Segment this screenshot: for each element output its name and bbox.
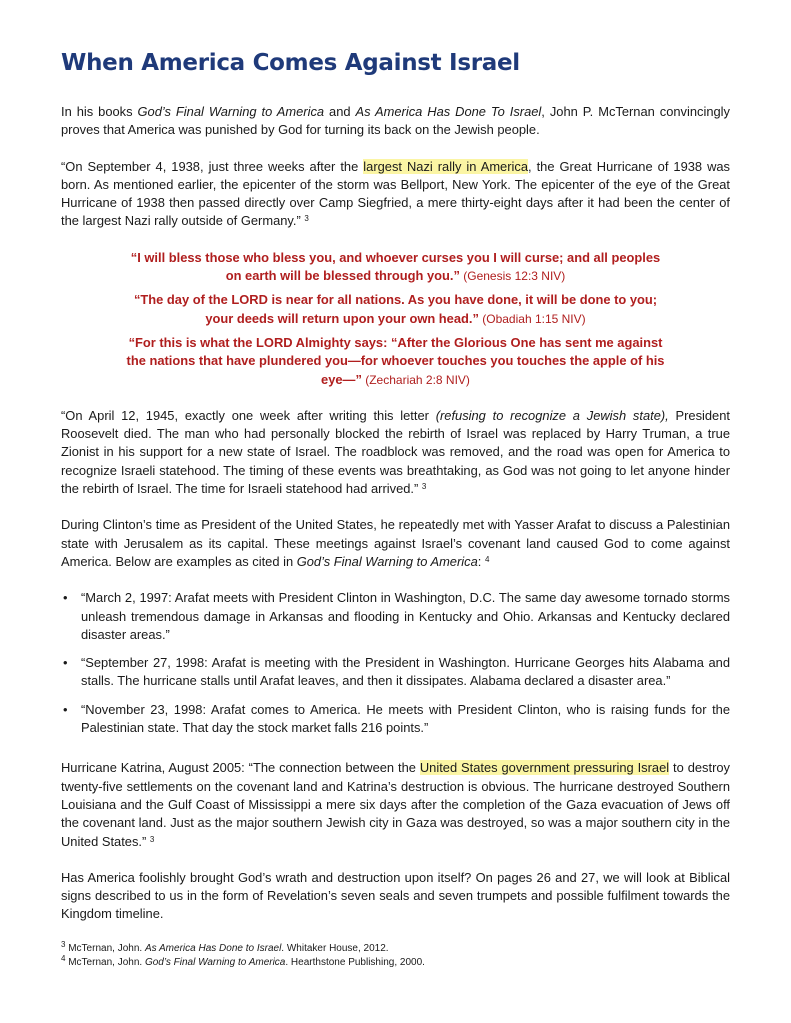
bullet-marker: • xyxy=(63,590,68,606)
scripture-quote: “For this is what the LORD Almighty says: “After the Glorious One has sent me against the nations that have plundered you—for whoever touches you touches the apple of his eye—” (Zechariah 2:8 NIV) xyxy=(126,334,665,387)
paragraph-katrina: Hurricane Katrina, August 2005: “The connection between the United States government pressuring Israel to destroy twenty-five settlements on the covenant land and Katrina’s destruction is obvious. The hurricane destroyed Southern Louisiana and the Gulf Coast of Mississippi a mere six days after the completion of the Gaza evacuation of Jews off the covenant land. Just as the major southern Jewish city in Gaza was destroyed, so was a major southern city in the United States.” $^3$ xyxy=(61,760,730,849)
list-item: • “September 27, 1998: Arafat is meeting with the President in Washington. Hurricane Georges hits Alabama and stalls. The hurricane stalls until Arafat leaves, and then it dissipates. Alabama declared a disaster area.” xyxy=(63,655,730,689)
footnote: $^4$ McTernan, John. God’s Final Warning to America. Hearthstone Publishing, 2000. xyxy=(61,953,425,968)
intro-paragraph: In his books God’s Final Warning to America and As America Has Done To Israel, John P. McTernan convincingly proves that America was punished by God for turning its back on the Jewish people. xyxy=(61,104,730,138)
scripture-quote: “I will bless those who bless you, and whoever curses you I will curse; and all peoples on earth will be blessed through you.” (Genesis 12:3 NIV) xyxy=(130,249,661,284)
paragraph-1938: “On September 4, 1938, just three weeks after the largest Nazi rally in America, the Great Hurricane of 1938 was born. As mentioned earlier, the epicenter of the storm was Bellport, New York. The epicenter of the eye of the Great Hurricane of 1938 then passed directly over Camp Siegfried, a mere thirty-eight days after it had been the center of the largest Nazi rally outside of Germany.” $^3$ xyxy=(61,158,731,229)
page-title: When America Comes Against Israel xyxy=(61,50,520,76)
footnote: $^3$ McTernan, John. As America Has Done to Israel. Whitaker House, 2012. xyxy=(61,939,389,954)
scripture-quotes xyxy=(61,249,730,389)
list-item: • “March 2, 1997: Arafat meets with President Clinton in Washington, D.C. The same day awesome tornado storms unleash tremendous damage in Arkansas and flooding in Kentucky and Ohio. Arkansas and Kentucky declared disaster areas.” xyxy=(63,590,730,642)
footnote-reference: 4 xyxy=(484,554,490,564)
scripture-reference: (Zechariah 2:8 NIV) xyxy=(361,372,470,387)
examples-list xyxy=(61,589,730,737)
footnotes xyxy=(61,939,730,970)
highlighted-text: largest Nazi rally in America xyxy=(363,158,529,174)
italic-aside: (refusing to recognize a Jewish state), xyxy=(435,407,669,423)
book-title: God’s Final Warning to America xyxy=(137,104,325,119)
scripture-reference: (Genesis 12:3 NIV) xyxy=(459,269,566,284)
list-item: • “November 23, 1998: Arafat comes to America. He meets with President Clinton, who is raising funds for the Palestinian state. That day the stock market falls 216 points.” xyxy=(63,701,730,736)
scripture-quote: “The day of the LORD is near for all nations. As you have done, it will be done to you; your deeds will return upon your own head.” (Obadiah 1:15 NIV) xyxy=(133,292,658,326)
closing-paragraph: Has America foolishly brought God’s wrath and destruction upon itself? On pages 26 and 27, we will look at Biblical signs described to us in the form of Revelation’s seven seals and seven trumpets and possible fulfilment towards the Kingdom timeline. xyxy=(61,869,730,922)
bullet-marker: • xyxy=(63,655,68,671)
bullet-marker: • xyxy=(63,701,68,717)
highlighted-text: United States government pressuring Israel xyxy=(419,760,670,776)
scripture-reference: (Obadiah 1:15 NIV) xyxy=(478,311,586,326)
footnote-reference: 3 xyxy=(304,214,309,224)
footnote-reference: 3 xyxy=(421,482,427,492)
footnote-reference: 3 xyxy=(149,834,155,844)
paragraph-1945: “On April 12, 1945, exactly one week after writing this letter (refusing to recognize a Jewish state), President Roosevelt died. The man who had personally blocked the rebirth of Israel was replaced by Harry Truman, a true Zionist in his support for a new state of Israel. The roadblock was removed, and the road was open for America to recognize Israeli statehood. The timing of these events was breathtaking, as God was not going to let anyone hinder the rebirth of Israel. The time for Israeli statehood had arrived.” $^3$ xyxy=(61,407,730,497)
paragraph-clinton: During Clinton’s time as President of the United States, he repeatedly met with Yasser Arafat to discuss a Palestinian state with Jerusalem as its capital. These meetings against Israel’s covenant land caused God to come against America. Below are examples as cited in God’s Final Warning to America: $^4$ xyxy=(61,517,730,569)
book-title: God’s Final Warning to America xyxy=(296,553,478,569)
book-title: As America Has Done To Israel xyxy=(355,104,542,119)
